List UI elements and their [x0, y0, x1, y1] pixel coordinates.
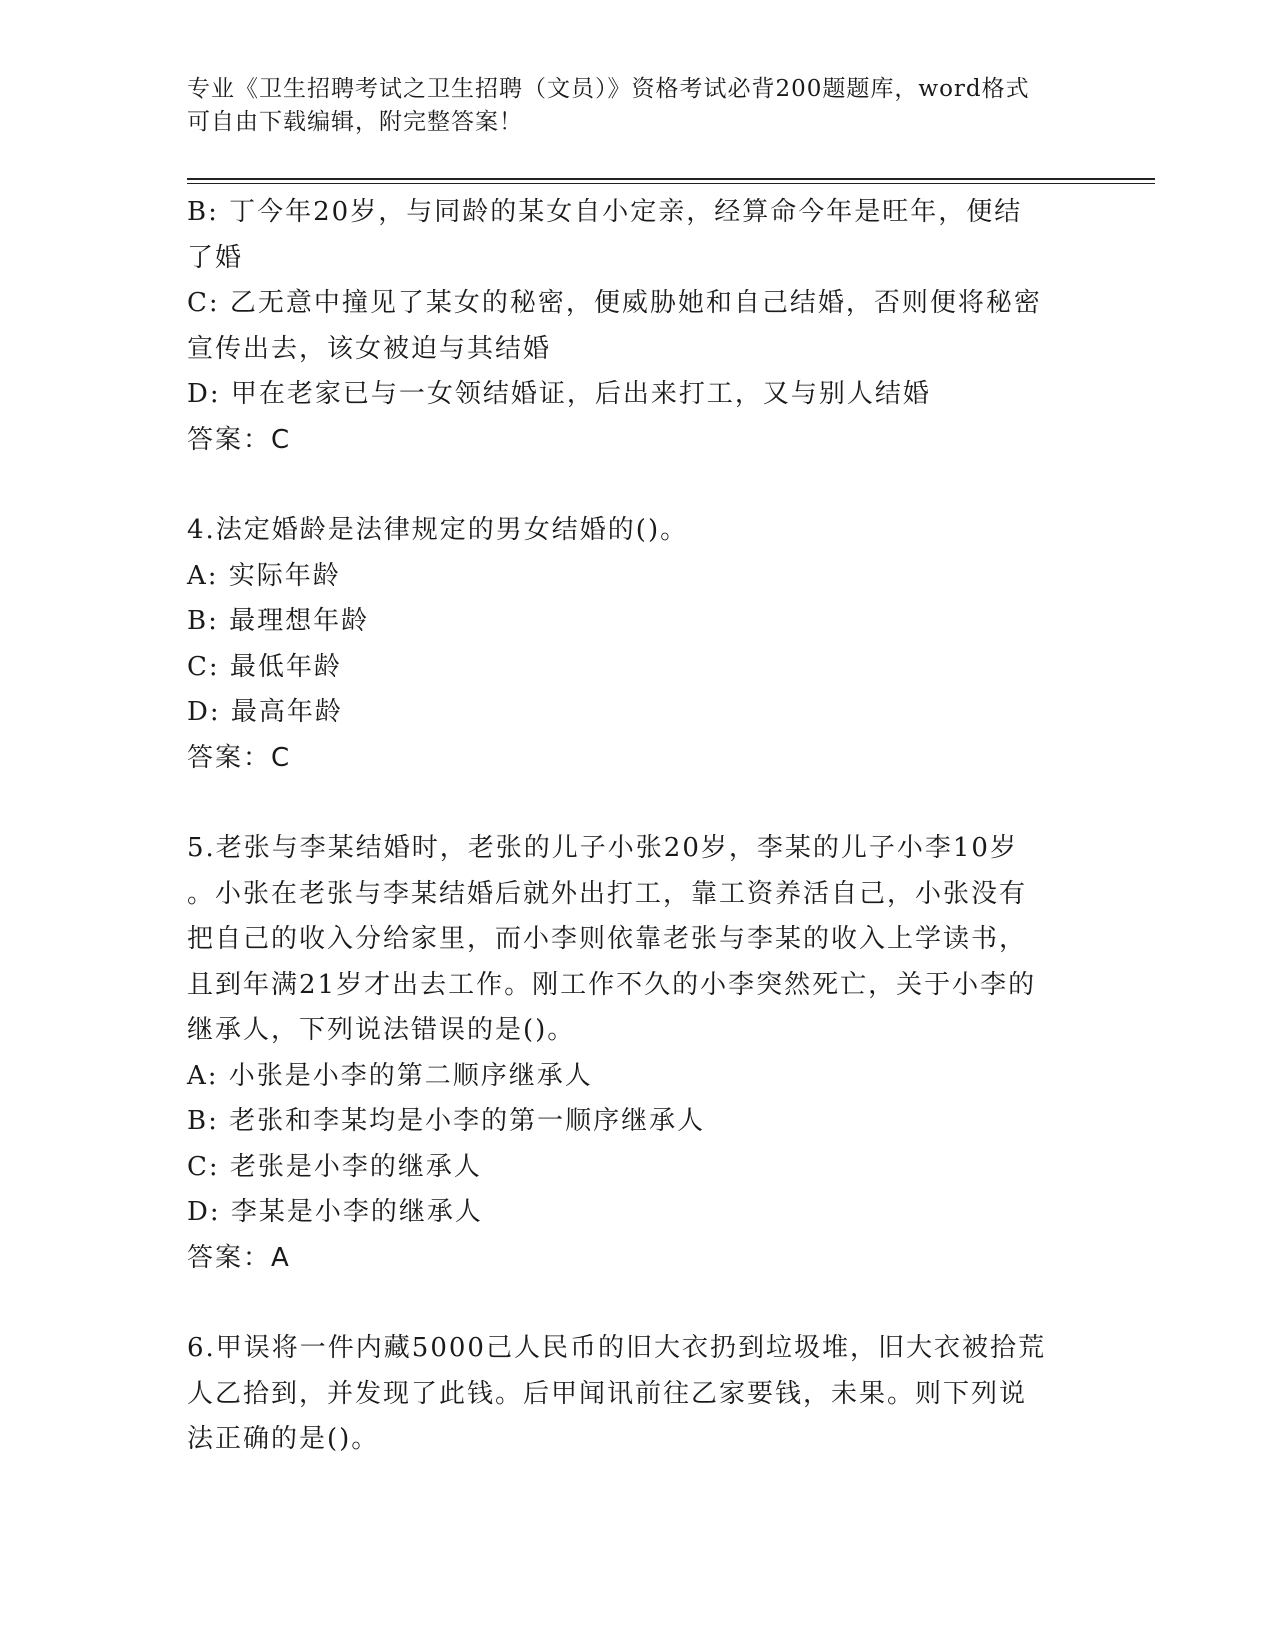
q6-stem-line-1: 6.甲误将一件内藏5000己人民币的旧大衣扔到垃圾堆，旧大衣被拾荒 — [187, 1333, 1046, 1363]
q5-option-b: B: 老张和李某均是小李的第一顺序继承人 — [187, 1106, 706, 1136]
q5-option-d: D: 李某是小李的继承人 — [187, 1197, 483, 1227]
header-title-line-2: 可自由下载编辑，附完整答案！ — [187, 109, 523, 135]
q3-option-c-line-1: C: 乙无意中撞见了某女的秘密，便威胁她和自己结婚，否则便将秘密 — [187, 288, 1042, 318]
spacer — [187, 1281, 1087, 1326]
q4-answer: 答案：C — [187, 742, 292, 773]
q5-stem-line-2: 。小张在老张与李某结婚后就外出打工，靠工资养活自己，小张没有 — [187, 878, 1028, 909]
q4-option-c: C: 最低年龄 — [187, 651, 342, 682]
q5-option-c: C: 老张是小李的继承人 — [187, 1151, 482, 1182]
document-header — [187, 73, 1087, 139]
question-5 — [187, 826, 1087, 1281]
q4-stem: 4.法定婚龄是法律规定的男女结婚的()。 — [187, 515, 689, 545]
q5-stem-line-4: 且到年满21岁才出去工作。刚工作不久的小李突然死亡，关于小李的 — [187, 969, 1037, 1000]
q5-answer: 答案：A — [187, 1242, 291, 1273]
q6-stem-line-2: 人乙拾到，并发现了此钱。后甲闻讯前往乙家要钱，未果。则下列说 — [187, 1378, 1028, 1409]
header-title-line-1: 专业《卫生招聘考试之卫生招聘（文员）》资格考试必背200题题库，word格式 — [187, 76, 1030, 102]
q5-stem-line-5: 继承人，下列说法错误的是()。 — [187, 1015, 576, 1045]
header-divider — [187, 178, 1155, 184]
q4-option-b: B: 最理想年龄 — [187, 606, 370, 636]
question-content — [187, 190, 1087, 1463]
q3-answer: 答案：C — [187, 424, 292, 455]
q3-option-b-line-2: 了婚 — [187, 242, 244, 273]
q5-option-a: A: 小张是小李的第二顺序继承人 — [187, 1060, 593, 1091]
question-3-fragment — [187, 190, 1087, 463]
q5-stem-line-3: 把自己的收入分给家里，而小李则依靠老张与李某的收入上学读书， — [187, 924, 1028, 954]
spacer — [187, 463, 1087, 508]
q3-option-b-line-1: B: 丁今年20岁，与同龄的某女自小定亲，经算命今年是旺年，便结 — [187, 197, 1023, 227]
q5-stem-line-1: 5.老张与李某结婚时，老张的儿子小张20岁，李某的儿子小李10岁 — [187, 833, 1018, 863]
q3-option-c-line-2: 宣传出去，该女被迫与其结婚 — [187, 333, 552, 364]
question-4 — [187, 508, 1087, 781]
q4-option-d: D: 最高年龄 — [187, 697, 343, 727]
question-6 — [187, 1326, 1087, 1463]
q3-option-d: D: 甲在老家已与一女领结婚证，后出来打工，又与别人结婚 — [187, 379, 931, 409]
q6-stem-line-3: 法正确的是()。 — [187, 1424, 380, 1454]
spacer — [187, 781, 1087, 826]
q4-option-a: A: 实际年龄 — [187, 560, 341, 591]
